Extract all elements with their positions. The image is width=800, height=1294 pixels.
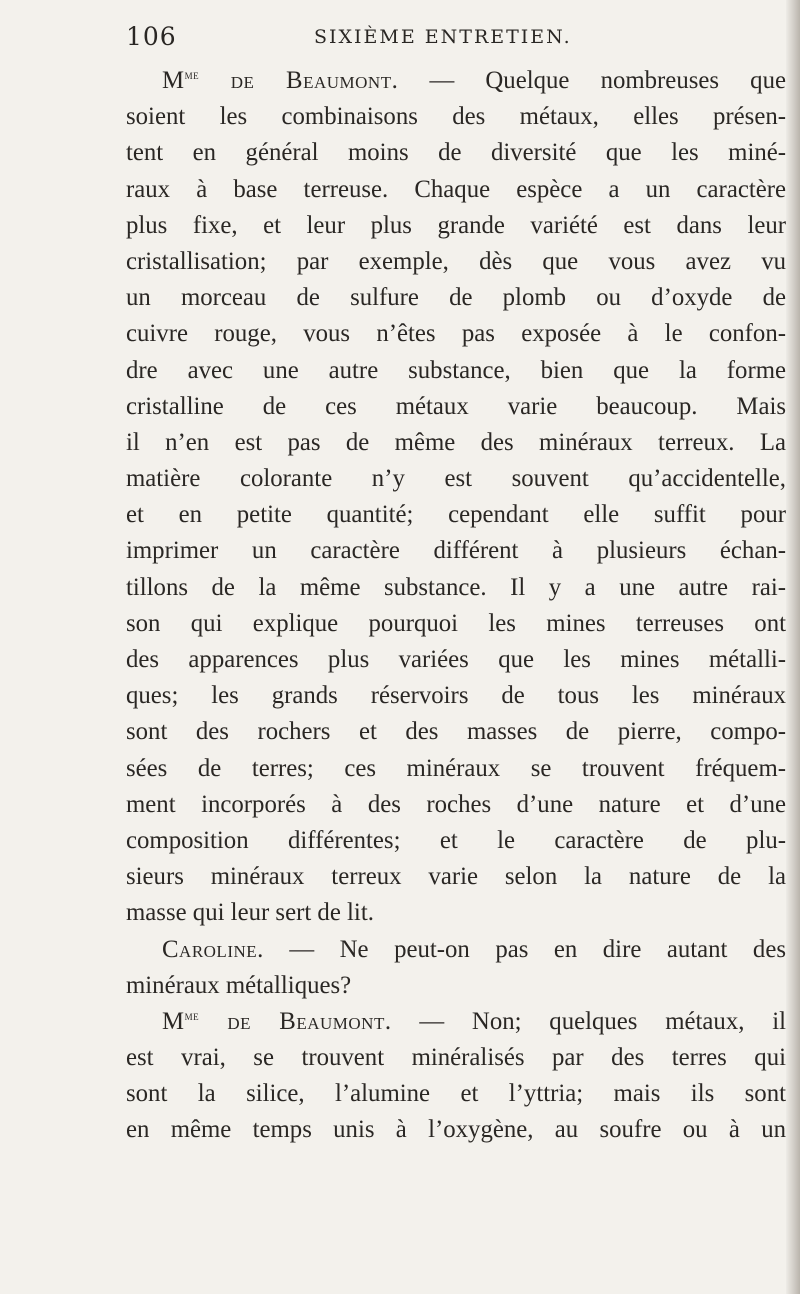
text-line: composition différentes; et le caractère de plu- [126,826,786,854]
text-line: sont la silice, l’alumine et l’yttria; mais ils sont [126,1080,786,1108]
body-text [126,63,786,1149]
text-line: raux à base terreuse. Chaque espèce a un caractère [126,175,786,203]
running-head: SIXIÈME ENTRETIEN. [314,26,572,48]
text-line: dre avec une autre substance, bien que la forme [126,356,786,384]
text-line: $M^{me}$ de Beaumont. — Non; quelques métaux, il [162,1007,787,1035]
text-line: masse qui leur sert de lit. [126,899,374,927]
text-line: Caroline. — Ne peut-on pas en dire autant des [162,935,786,963]
text-line: cuivre rouge, vous n’êtes pas exposée à le confon- [126,320,786,348]
text-line: $M^{me}$ de Beaumont. — Quelque nombreuses que [162,67,786,94]
text-line: il n’en est pas de même des minéraux terreux. La [126,428,786,456]
text-line: sieurs minéraux terreux varie selon la nature de la [126,863,786,891]
text-line: un morceau de sulfure de plomb ou d’oxyde de [126,284,786,312]
text-line: ment incorporés à des roches d’une nature et d’une [126,790,786,818]
text-line: ques; les grands réservoirs de tous les minéraux [126,682,786,710]
text-line: sont des rochers et des masses de pierre, compo- [126,718,786,746]
page-edge-shadow [786,0,800,1294]
text-line: cristallisation; par exemple, dès que vous avez vu [126,247,786,275]
text-line: tent en général moins de diversité que les miné- [126,139,786,167]
text-line: soient les combinaisons des métaux, elles présen- [126,103,786,131]
speaker-name: $M^{me}$ de Beaumont. [162,67,399,94]
text-line: plus fixe, et leur plus grande variété est dans leur [126,211,786,239]
text-line: est vrai, se trouvent minéralisés par des terres qui [126,1044,786,1072]
text-line: imprimer un caractère différent à plusieurs échan- [126,537,786,565]
text-line: son qui explique pourquoi les mines terreuses ont [126,609,786,637]
speaker-name: Caroline. [162,935,264,963]
page-number: 106 [126,22,177,51]
text-line: des apparences plus variées que les mines métalli- [126,646,786,673]
text-line: en même temps unis à l’oxygène, au soufre ou à un [126,1116,786,1144]
text-line: minéraux métalliques? [126,971,352,999]
text-line: tillons de la même substance. Il y a une autre rai- [126,573,786,601]
text-line: matière colorante n’y est souvent qu’accidentelle, [126,465,786,493]
text-line: cristalline de ces métaux varie beaucoup. Mais [126,392,786,420]
speaker-name: $M^{me}$ de Beaumont. [162,1007,392,1035]
text-line: et en petite quantité; cependant elle suffit pour [126,501,786,529]
text-line: sées de terres; ces minéraux se trouvent fréquem- [126,754,786,782]
page-header [126,22,686,52]
